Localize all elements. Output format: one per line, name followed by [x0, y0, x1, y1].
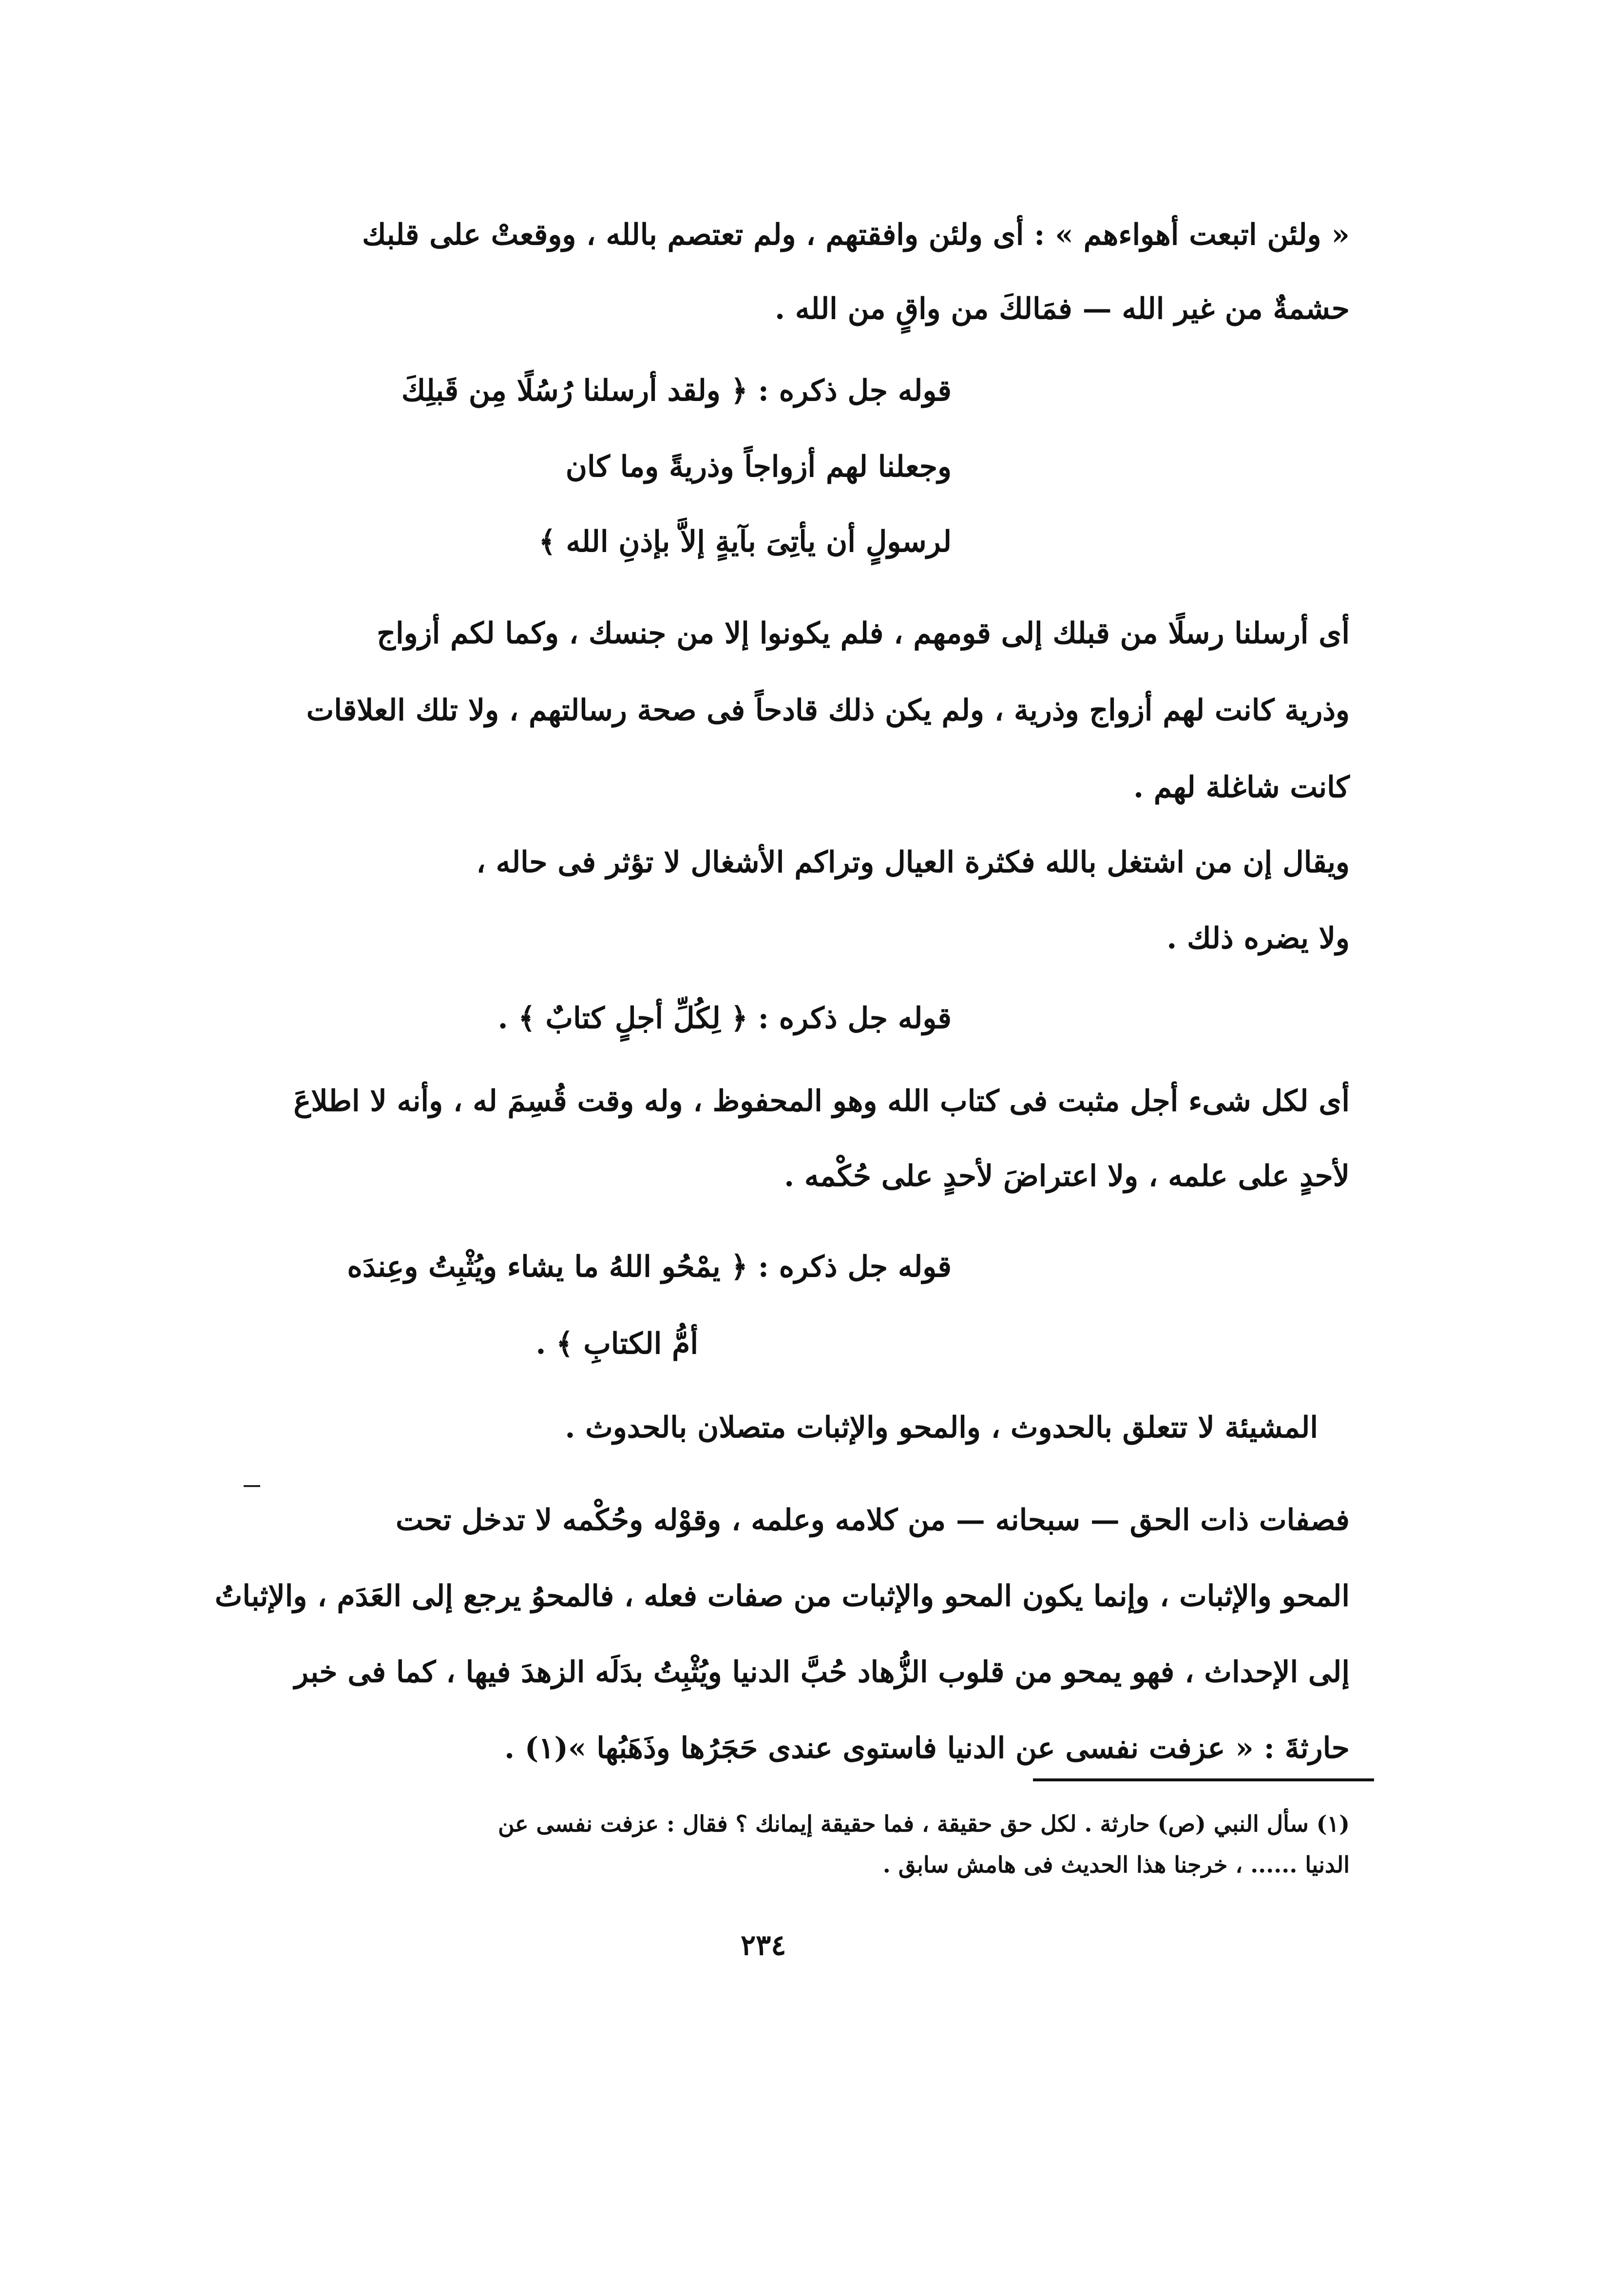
margin-mark — [244, 1485, 260, 1487]
footnote-line: (١) سأل النبي (ص) حارثة . لكل حق حقيقة ، فما حقيقة إيمانك ؟ فقال : عزفت نفسى عن — [498, 1811, 1350, 1837]
text-line: قوله جل ذكره : ﴿ ولقد أرسلنا رُسُلًا مِن قَبلِكَ — [401, 374, 952, 408]
text-line: المشيئة لا تتعلق بالحدوث ، والمحو والإثبات متصلان بالحدوث . — [565, 1411, 1318, 1445]
text-line: لرسولٍ أن يأتِىَ بآيةٍ إلاَّ بإذنِ الله ﴾ — [538, 525, 952, 559]
paragraph-9 — [214, 1503, 1350, 1788]
text-line: فصفات ذات الحق — سبحانه — من كلامه وعلمه ، وقوْله وحُكْمه لا تدخل تحت — [396, 1503, 1350, 1537]
paragraph-3 — [258, 616, 1350, 823]
text-line: وذرية كانت لهم أزواج وذرية ، ولم يكن ذلك قادحاً فى صحة رسالتهم ، ولا تلك العلاقات — [306, 693, 1350, 727]
verse-heading-1 — [263, 376, 952, 581]
page-number: ٢٣٤ — [741, 1928, 786, 1962]
text-line: ويقال إن من اشتغل بالله فكثرة العيال وتراكم الأشغال لا تؤثر فى حاله ، — [476, 845, 1350, 879]
paragraph-8 — [278, 1413, 1350, 1457]
text-line: قوله جل ذكره : ﴿ يمْحُو اللهُ ما يشاء ويُثْبِتُ وعِندَه — [347, 1250, 952, 1284]
text-line: أمُّ الكتابِ ﴾ . — [535, 1327, 698, 1361]
text-line: المحو والإثبات ، وإنما يكون المحو والإثبات من صفات فعله ، فالمحوُ يرجع إلى العَدَم ، والإثباتُ — [214, 1579, 1350, 1613]
text-line: قوله جل ذكره : ﴿ لِكُلِّ أجلٍ كتابٌ ﴾ . — [497, 1001, 952, 1035]
text-line: لأحدٍ على علمه ، ولا اعتراضَ لأحدٍ على حُكْمه . — [784, 1159, 1350, 1193]
text-line: ولا يضره ذلك . — [1166, 921, 1350, 955]
paragraph-4 — [258, 845, 1350, 974]
text-line: حشمةٌ من غير الله — فمَالكَ من واقٍ من الله . — [775, 292, 1350, 326]
verse-heading-3 — [263, 1252, 952, 1384]
footnote-line: الدنيا ...... ، خرجنا هذا الحديث فى هامش سابق . — [882, 1852, 1350, 1878]
footnote — [258, 1813, 1350, 1881]
text-line: أى أرسلنا رسلًا من قبلك إلى قومهم ، فلم يكونوا إلا من جنسك ، وكما لكم أزواج — [377, 616, 1350, 650]
text-line: كانت شاغلة لهم . — [1133, 770, 1350, 804]
text-line: « ولئن اتبعت أهواءهم » : أى ولئن وافقتهم ، ولم تعتصم بالله ، ووقعتْ على قلبك — [362, 218, 1350, 252]
verse-heading-2 — [263, 1001, 952, 1048]
text-line: وجعلنا لهم أزواجاً وذريةً وما كان — [565, 450, 952, 484]
text-line: إلى الإحداث ، فهو يمحو من قلوب الزُّهاد حُبَّ الدنيا ويُثْبِتُ بدَلَه الزهدَ فيها ، كما فى خبر — [294, 1655, 1350, 1689]
text-line: حارثةَ : « عزفت نفسى عن الدنيا فاستوى عندى حَجَرُها وذَهَبُها »(١) . — [504, 1731, 1350, 1765]
footnote-separator — [1033, 1778, 1374, 1781]
text-line: أى لكل شىء أجل مثبت فى كتاب الله وهو المحفوظ ، وله وقت قُسِمَ له ، وأنه لا اطلاعَ — [293, 1084, 1350, 1118]
paragraph-6 — [258, 1084, 1350, 1213]
paragraph-1 — [263, 220, 1350, 332]
